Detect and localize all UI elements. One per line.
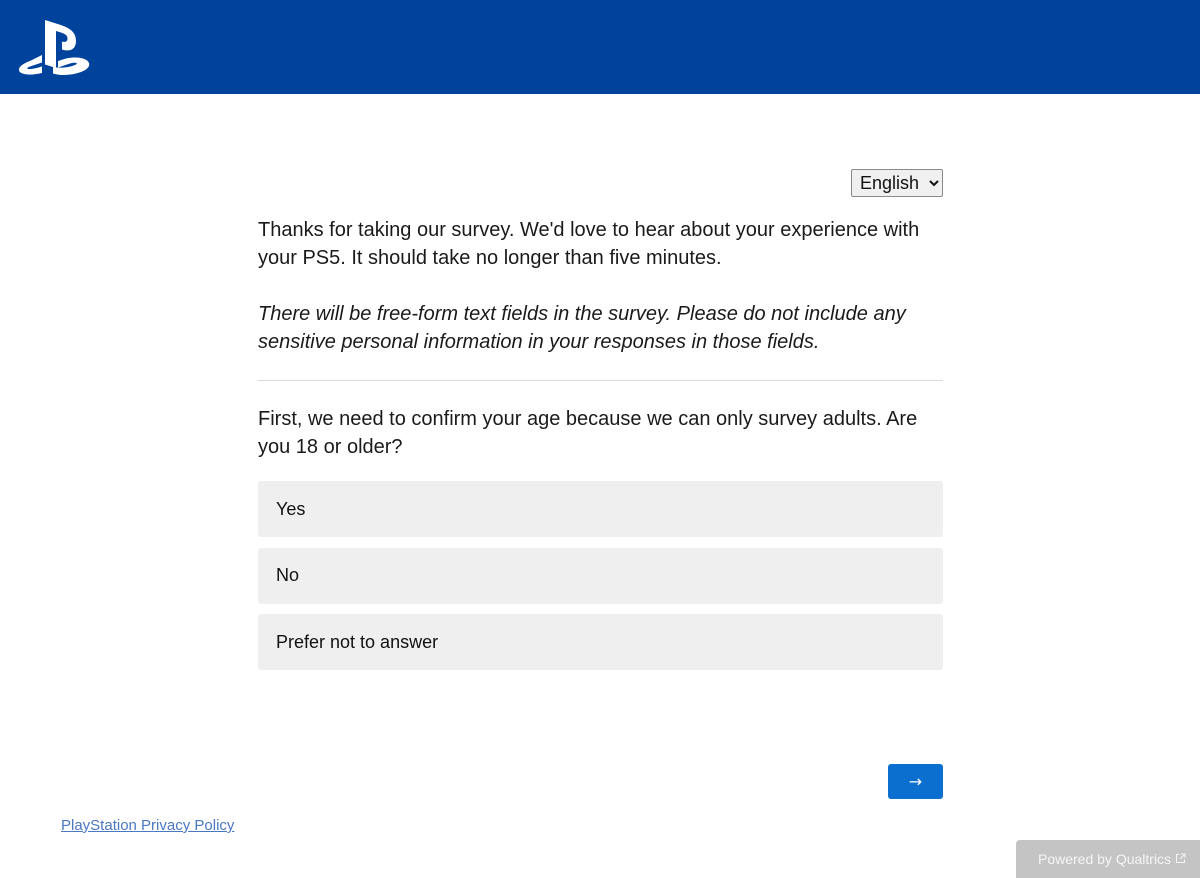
next-button[interactable]: → bbox=[888, 764, 943, 799]
choice-no[interactable]: No bbox=[258, 548, 943, 604]
playstation-logo-icon[interactable] bbox=[18, 18, 92, 76]
privacy-policy-link[interactable]: PlayStation Privacy Policy bbox=[61, 817, 235, 834]
choice-yes[interactable]: Yes bbox=[258, 481, 943, 537]
language-select[interactable] bbox=[851, 169, 943, 197]
age-question: First, we need to confirm your age because we can only survey adults. Are you 18 or older? bbox=[258, 408, 918, 458]
choice-prefer-not-to-answer[interactable]: Prefer not to answer bbox=[258, 614, 943, 670]
external-link-icon bbox=[1175, 853, 1186, 864]
site-header bbox=[0, 0, 1200, 94]
powered-by-label: Powered by Qualtrics bbox=[1038, 851, 1172, 867]
privacy-note: There will be free-form text fields in the survey. Please do not include any sensitive personal information in your responses in those fields. bbox=[258, 303, 906, 353]
answer-choices bbox=[258, 481, 943, 681]
section-divider bbox=[258, 380, 943, 381]
intro-text: Thanks for taking our survey. We'd love to hear about your experience with your PS5. It should take no longer than five minutes. bbox=[258, 219, 920, 269]
powered-by-qualtrics[interactable] bbox=[1016, 840, 1200, 878]
